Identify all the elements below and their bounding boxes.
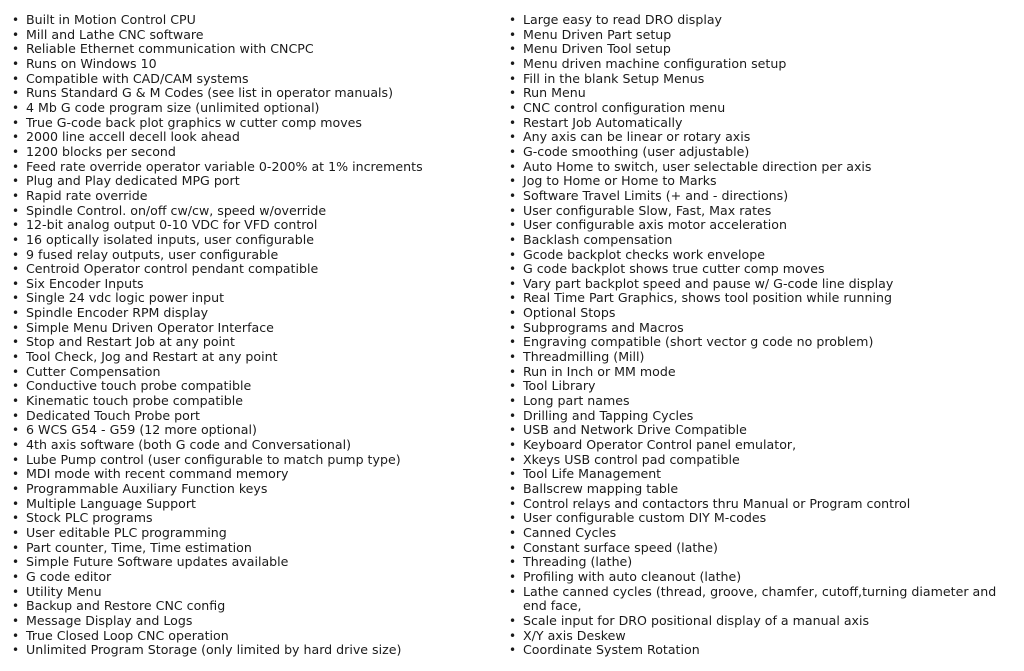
feature-list-item (507, 28, 1015, 43)
feature-text: G code backplot shows true cutter comp moves (523, 261, 825, 277)
feature-list-item (507, 145, 1015, 160)
feature-list-item (507, 291, 1015, 306)
feature-list-item (507, 130, 1015, 145)
feature-text: Unlimited Program Storage (only limited by hard drive size) (26, 642, 402, 658)
bullet-icon: • (509, 482, 517, 496)
feature-list-item (10, 28, 490, 43)
bullet-icon: • (509, 144, 517, 159)
bullet-icon: • (509, 42, 517, 57)
feature-text: Programmable Auxiliary Function keys (26, 481, 268, 496)
bullet-icon: • (12, 496, 20, 511)
feature-list-item (10, 394, 490, 409)
feature-list-item (507, 218, 1015, 233)
bullet-icon: • (12, 306, 20, 321)
feature-text: Constant surface speed (lathe) (523, 539, 718, 555)
feature-list-item (10, 570, 490, 585)
feature-text: Control relays and contactors thru Manual or Program control (523, 495, 911, 511)
feature-text: Xkeys USB control pad compatible (523, 451, 740, 467)
bullet-icon: • (509, 569, 517, 584)
bullet-icon: • (12, 482, 20, 496)
bullet-icon: • (509, 71, 517, 86)
feature-text: 1200 blocks per second (26, 143, 176, 159)
feature-list-item (10, 629, 490, 644)
feature-list-item (10, 453, 490, 468)
feature-text: 4 Mb G code program size (unlimited optional) (26, 99, 320, 115)
bullet-icon: • (509, 438, 517, 453)
bullet-icon: • (12, 643, 20, 658)
bullet-icon: • (12, 86, 20, 101)
bullet-icon: • (12, 364, 20, 379)
bullet-icon: • (12, 320, 20, 335)
bullet-icon: • (12, 613, 20, 628)
feature-text: Tool Library (523, 378, 596, 394)
bullet-icon: • (12, 262, 20, 277)
feature-text: Profiling with auto cleanout (lathe) (523, 568, 742, 584)
bullet-icon: • (509, 218, 517, 233)
bullet-icon: • (509, 203, 517, 218)
feature-list-item (507, 321, 1015, 336)
feature-text: Built in Motion Control CPU (26, 12, 196, 27)
feature-text: Menu driven machine configuration setup (523, 55, 787, 71)
bullet-icon: • (509, 364, 517, 379)
feature-list-item (10, 277, 490, 292)
feature-list-item (10, 526, 490, 541)
bullet-icon: • (12, 42, 20, 57)
feature-list-item (10, 423, 490, 438)
feature-list-item (10, 335, 490, 350)
bullet-icon: • (12, 555, 20, 570)
bullet-icon: • (12, 452, 20, 467)
feature-text: Optional Stops (523, 305, 616, 321)
bullet-icon: • (509, 525, 517, 540)
feature-list-item (10, 614, 490, 629)
bullet-icon: • (12, 379, 20, 394)
bullet-icon: • (12, 56, 20, 71)
feature-list-item (10, 116, 490, 131)
feature-list-item (10, 291, 490, 306)
feature-text: G-code smoothing (user adjustable) (523, 143, 750, 159)
feature-text: 12-bit analog output 0-10 VDC for VFD control (26, 217, 318, 233)
feature-list-item (10, 72, 490, 87)
bullet-icon: • (509, 262, 517, 277)
bullet-icon: • (12, 188, 20, 203)
feature-text: Dedicated Touch Probe port (26, 407, 200, 423)
feature-list-item (10, 86, 490, 101)
bullet-icon: • (12, 232, 20, 247)
feature-list-item (507, 57, 1015, 72)
feature-text: Feed rate override operator variable 0-200% at 1% increments (26, 158, 423, 174)
bullet-icon: • (12, 218, 20, 233)
feature-text: Tool Check, Jog and Restart at any point (26, 349, 278, 365)
feature-text: Tool Life Management (523, 466, 662, 482)
feature-text: Simple Menu Driven Operator Interface (26, 319, 274, 335)
feature-list-item (507, 306, 1015, 321)
feature-text: User configurable Slow, Fast, Max rates (523, 202, 772, 218)
feature-list-item (507, 42, 1015, 57)
feature-list-item (507, 160, 1015, 175)
feature-text: Large easy to read DRO display (523, 12, 723, 27)
bullet-icon: • (12, 438, 20, 453)
bullet-icon: • (509, 467, 517, 482)
feature-list-item (10, 409, 490, 424)
feature-text: User configurable axis motor acceleration (523, 217, 787, 233)
bullet-icon: • (509, 379, 517, 394)
feature-text: User editable PLC programming (26, 524, 227, 540)
bullet-icon: • (509, 628, 517, 643)
feature-text: Backlash compensation (523, 231, 673, 247)
bullet-icon: • (12, 350, 20, 365)
bullet-icon: • (509, 27, 517, 42)
feature-list-item (507, 643, 1015, 658)
feature-list-item (10, 233, 490, 248)
feature-text: Canned Cycles (523, 524, 617, 540)
feature-text: Stop and Restart Job at any point (26, 334, 235, 350)
feature-text: 2000 line accell decell look ahead (26, 129, 240, 145)
feature-text: 16 optically isolated inputs, user configurable (26, 231, 315, 247)
feature-text: Jog to Home or Home to Marks (523, 173, 717, 189)
feature-list-item (10, 541, 490, 556)
bullet-icon: • (12, 335, 20, 350)
bullet-icon: • (12, 569, 20, 584)
feature-list-item (507, 394, 1015, 409)
feature-text: Auto Home to switch, user selectable direction per axis (523, 158, 872, 174)
feature-list-item (507, 101, 1015, 116)
feature-list-item (10, 511, 490, 526)
feature-text: Conductive touch probe compatible (26, 378, 252, 394)
feature-text: Runs on Windows 10 (26, 55, 157, 71)
feature-list-item (507, 189, 1015, 204)
feature-list-item (507, 614, 1015, 629)
feature-text: Restart Job Automatically (523, 114, 683, 130)
bullet-icon: • (12, 408, 20, 423)
feature-text: 9 fused relay outputs, user configurable (26, 246, 279, 262)
feature-list-item (507, 72, 1015, 87)
feature-text: Reliable Ethernet communication with CNCPC (26, 41, 314, 57)
feature-text: Mill and Lathe CNC software (26, 26, 204, 42)
bullet-icon: • (509, 188, 517, 203)
feature-text: Long part names (523, 393, 630, 409)
feature-list-item (507, 438, 1015, 453)
feature-text: USB and Network Drive Compatible (523, 422, 747, 438)
feature-list-item (507, 277, 1015, 292)
bullet-icon: • (509, 306, 517, 321)
feature-text: X/Y axis Deskew (523, 627, 626, 643)
feature-list-item (10, 218, 490, 233)
feature-text: Coordinate System Rotation (523, 642, 700, 658)
bullet-icon: • (12, 100, 20, 115)
feature-list-item (10, 248, 490, 263)
feature-list-item (10, 365, 490, 380)
bullet-icon: • (509, 115, 517, 130)
bullet-icon: • (509, 335, 517, 350)
bullet-icon: • (509, 423, 517, 438)
feature-text: Run in Inch or MM mode (523, 363, 676, 379)
bullet-icon: • (509, 100, 517, 115)
feature-text: Engraving compatible (short vector g code no problem) (523, 334, 874, 350)
feature-text: Menu Driven Part setup (523, 26, 672, 42)
bullet-icon: • (12, 467, 20, 482)
feature-list-item (507, 174, 1015, 189)
feature-text: Subprograms and Macros (523, 319, 684, 335)
bullet-icon: • (509, 350, 517, 365)
bullet-icon: • (12, 115, 20, 130)
feature-text: Lube Pump control (user configurable to match pump type) (26, 451, 401, 467)
feature-text: CNC control configuration menu (523, 99, 726, 115)
feature-list-item (10, 262, 490, 277)
bullet-icon: • (12, 71, 20, 86)
feature-list-item (10, 160, 490, 175)
feature-list-item (10, 101, 490, 116)
bullet-icon: • (12, 423, 20, 438)
bullet-icon: • (12, 13, 20, 27)
feature-text: Plug and Play dedicated MPG port (26, 173, 240, 189)
feature-text: Spindle Control. on/off cw/cw, speed w/override (26, 202, 327, 218)
feature-text: User configurable custom DIY M-codes (523, 510, 767, 526)
feature-text: Scale input for DRO positional display of a manual axis (523, 612, 870, 628)
feature-text: 6 WCS G54 - G59 (12 more optional) (26, 422, 257, 438)
feature-list-item (507, 86, 1015, 101)
feature-list-item (507, 423, 1015, 438)
feature-list-item (507, 511, 1015, 526)
feature-text: Spindle Encoder RPM display (26, 305, 209, 321)
feature-list-item (10, 482, 490, 497)
feature-list-item (10, 57, 490, 72)
bullet-icon: • (509, 496, 517, 511)
bullet-icon: • (509, 452, 517, 467)
bullet-icon: • (509, 320, 517, 335)
feature-list-item (10, 145, 490, 160)
feature-list-item (507, 13, 1015, 28)
feature-list-item (507, 262, 1015, 277)
feature-text: Keyboard Operator Control panel emulator, (523, 437, 797, 453)
feature-list-item (507, 233, 1015, 248)
bullet-icon: • (12, 203, 20, 218)
bullet-icon: • (509, 13, 517, 27)
feature-text: Fill in the blank Setup Menus (523, 70, 705, 86)
feature-list-item (507, 248, 1015, 263)
feature-list-item (10, 555, 490, 570)
feature-list-item (507, 526, 1015, 541)
feature-list-item (10, 350, 490, 365)
feature-text: Cutter Compensation (26, 363, 161, 379)
bullet-icon: • (12, 599, 20, 614)
bullet-icon: • (509, 540, 517, 555)
feature-list-item (507, 350, 1015, 365)
feature-list-item (10, 643, 490, 658)
feature-list-item (10, 321, 490, 336)
bullet-icon: • (12, 525, 20, 540)
feature-text: G code editor (26, 568, 112, 584)
feature-text: Six Encoder Inputs (26, 275, 144, 291)
bullet-icon: • (12, 511, 20, 526)
bullet-icon: • (509, 130, 517, 145)
feature-text: True G-code back plot graphics w cutter comp moves (26, 114, 362, 130)
feature-text: Run Menu (523, 85, 586, 101)
bullet-icon: • (12, 276, 20, 291)
feature-list-item (10, 599, 490, 614)
bullet-icon: • (12, 540, 20, 555)
feature-list-item (507, 116, 1015, 131)
feature-text: Message Display and Logs (26, 612, 193, 628)
feature-text: Simple Future Software updates available (26, 554, 289, 570)
feature-text: Threadmilling (Mill) (523, 349, 645, 365)
feature-list-item (10, 42, 490, 57)
bullet-icon: • (12, 144, 20, 159)
feature-list-item (507, 497, 1015, 512)
feature-list-item (10, 438, 490, 453)
feature-text: Single 24 vdc logic power input (26, 290, 225, 306)
feature-list-item (10, 467, 490, 482)
feature-list-item (507, 541, 1015, 556)
feature-text: Any axis can be linear or rotary axis (523, 129, 751, 145)
bullet-icon: • (509, 555, 517, 570)
bullet-icon: • (12, 27, 20, 42)
feature-text: Threading (lathe) (523, 554, 633, 570)
bullet-icon: • (12, 628, 20, 643)
bullet-icon: • (509, 291, 517, 306)
feature-text: Stock PLC programs (26, 510, 153, 526)
bullet-icon: • (509, 86, 517, 101)
bullet-icon: • (12, 247, 20, 262)
feature-text: Real Time Part Graphics, shows tool position while running (523, 290, 892, 306)
bullet-icon: • (509, 174, 517, 189)
bullet-icon: • (509, 247, 517, 262)
feature-text: Runs Standard G & M Codes (see list in operator manuals) (26, 85, 394, 101)
feature-list-item (10, 585, 490, 600)
feature-list-item (507, 482, 1015, 497)
feature-list-right (507, 13, 1015, 658)
bullet-icon: • (12, 130, 20, 145)
feature-text: Menu Driven Tool setup (523, 41, 671, 57)
feature-text: MDI mode with recent command memory (26, 466, 289, 482)
feature-list-item (10, 379, 490, 394)
bullet-icon: • (12, 291, 20, 306)
feature-text: Drilling and Tapping Cycles (523, 407, 694, 423)
bullet-icon: • (509, 56, 517, 71)
feature-list-item (507, 335, 1015, 350)
feature-list-item (507, 409, 1015, 424)
feature-text: Gcode backplot checks work envelope (523, 246, 765, 262)
feature-text: Utility Menu (26, 583, 102, 599)
feature-text: Multiple Language Support (26, 495, 196, 511)
feature-text: 4th axis software (both G code and Conversational) (26, 437, 352, 453)
feature-list-item (507, 365, 1015, 380)
feature-list-item (10, 497, 490, 512)
feature-text: Software Travel Limits (+ and - directions) (523, 187, 789, 203)
bullet-icon: • (12, 584, 20, 599)
feature-text: Part counter, Time, Time estimation (26, 539, 252, 555)
feature-text: Kinematic touch probe compatible (26, 393, 244, 409)
bullet-icon: • (509, 643, 517, 658)
feature-list-item (10, 13, 490, 28)
feature-list-left (10, 13, 490, 658)
feature-list-item (10, 130, 490, 145)
bullet-icon: • (12, 174, 20, 189)
feature-list-item (507, 629, 1015, 644)
bullet-icon: • (509, 511, 517, 526)
feature-text: Ballscrew mapping table (523, 481, 679, 496)
feature-text: Backup and Restore CNC config (26, 598, 226, 614)
bullet-icon: • (509, 276, 517, 291)
bullet-icon: • (509, 232, 517, 247)
feature-text: Centroid Operator control pendant compatible (26, 261, 319, 277)
feature-text: Rapid rate override (26, 187, 148, 203)
feature-text: True Closed Loop CNC operation (26, 627, 229, 643)
feature-list-item (10, 189, 490, 204)
bullet-icon: • (509, 613, 517, 628)
bullet-icon: • (12, 394, 20, 409)
feature-text: Lathe canned cycles (thread, groove, chamfer, cutoff,turning diameter and end face, (523, 583, 997, 614)
feature-list-item (507, 585, 1015, 614)
feature-text: Vary part backplot speed and pause w/ G-code line display (523, 275, 894, 291)
feature-list-item (507, 453, 1015, 468)
bullet-icon: • (509, 394, 517, 409)
feature-text: Compatible with CAD/CAM systems (26, 70, 249, 86)
feature-list-item (507, 467, 1015, 482)
bullet-icon: • (509, 159, 517, 174)
feature-list-item (10, 174, 490, 189)
feature-list-item (507, 570, 1015, 585)
feature-list-item (10, 306, 490, 321)
bullet-icon: • (509, 408, 517, 423)
feature-list-item (507, 379, 1015, 394)
feature-list-item (507, 204, 1015, 219)
bullet-icon: • (12, 159, 20, 174)
bullet-icon: • (509, 584, 517, 599)
feature-list-item (10, 204, 490, 219)
feature-list-item (507, 555, 1015, 570)
